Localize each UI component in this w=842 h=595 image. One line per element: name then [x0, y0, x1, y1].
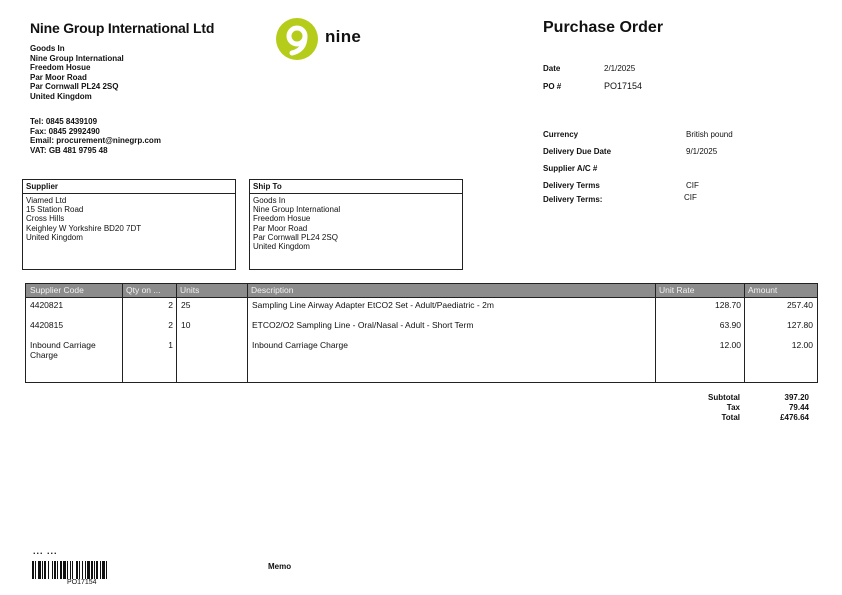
row-rate: 63.90 — [719, 320, 741, 330]
delivery-terms-label: Delivery Terms — [543, 181, 600, 190]
barcode-bar — [44, 561, 46, 579]
barcode-bar — [42, 561, 43, 579]
supplier-box — [22, 179, 236, 270]
col-description: Description — [251, 285, 294, 295]
col-qty: Qty on ... — [126, 285, 161, 295]
barcode-bar — [52, 561, 53, 579]
company-tel: Tel: 0845 8439109 — [30, 117, 98, 126]
company-email: Email: procurement@ninegrp.com — [30, 136, 161, 145]
row-qty: 1 — [168, 340, 173, 350]
date-label: Date — [543, 64, 561, 73]
table-header — [26, 284, 817, 297]
ship-to-address — [250, 194, 462, 253]
po-number: PO17154 — [604, 81, 643, 91]
row-description: ETCO2/O2 Sampling Line - Oral/Nasal - Adult - Short Term — [252, 320, 474, 330]
column-divider — [122, 284, 123, 382]
company-address-line: United Kingdom — [30, 91, 92, 101]
barcode-bar — [102, 561, 105, 579]
line-items-table — [25, 283, 818, 383]
row-code: Inbound Carriage Charge — [30, 340, 96, 360]
supplier-line: Viamed Ltd — [26, 196, 67, 205]
company-address-line: Par Moor Road — [30, 72, 87, 82]
tax-label: Tax — [726, 403, 740, 412]
column-divider — [655, 284, 656, 382]
barcode-bar — [87, 561, 90, 579]
column-divider — [247, 284, 248, 382]
company-address-line: Nine Group International — [30, 53, 124, 63]
ship-to-line: Par Moor Road — [253, 223, 308, 233]
company-address-line: Par Cornwall PL24 2SQ — [30, 82, 119, 91]
company-name: Nine Group International Ltd — [30, 20, 215, 36]
currency-label: Currency — [543, 130, 579, 139]
col-amount: Amount — [748, 285, 778, 295]
row-code: 4420821 — [30, 300, 64, 310]
barcode-bar — [72, 561, 73, 579]
tax-value: 79.44 — [788, 403, 809, 412]
barcode-bar — [38, 561, 41, 579]
total-label: Total — [721, 413, 740, 422]
supplier-heading: Supplier — [23, 180, 235, 194]
nine-logo — [276, 18, 376, 62]
row-qty: 2 — [168, 320, 173, 330]
row-units: 10 — [181, 320, 191, 330]
page-title: Purchase Order — [543, 19, 664, 36]
company-fax: Fax: 0845 2992490 — [30, 126, 100, 136]
barcode-bar — [32, 561, 34, 579]
col-unit-rate: Unit Rate — [659, 285, 695, 295]
total-value: £476.64 — [780, 413, 809, 422]
logo-text: nine — [325, 27, 362, 46]
delivery-due-label: Delivery Due Date — [543, 147, 612, 156]
supplier-line: 15 Station Road — [26, 205, 84, 215]
barcode-bar — [70, 561, 71, 579]
company-address-line: Freedom Hosue — [30, 63, 91, 72]
company-contact — [30, 117, 161, 155]
subtotal-label: Subtotal — [708, 393, 740, 402]
row-qty: 2 — [168, 300, 173, 310]
barcode-bar — [91, 561, 93, 579]
row-code: 4420815 — [30, 320, 64, 330]
column-divider — [744, 284, 745, 382]
subtotal-value: 397.20 — [784, 393, 809, 402]
barcode-icon — [32, 561, 136, 579]
col-supplier-code: Supplier Code — [30, 285, 84, 295]
barcode-bar — [100, 561, 101, 579]
logo-nine-icon — [276, 18, 318, 60]
row-amount: 257.40 — [787, 300, 813, 310]
company-vat: VAT: GB 481 9795 48 — [30, 145, 108, 155]
column-divider — [176, 284, 177, 382]
barcode-bar — [60, 561, 62, 579]
col-units: Units — [180, 285, 200, 295]
company-address-line: Goods In — [30, 44, 65, 53]
date-value: 2/1/2025 — [604, 64, 636, 73]
supplier-line: Keighley W Yorkshire BD20 7DT — [26, 223, 142, 233]
barcode-bar — [96, 561, 98, 579]
currency-value: British pound — [686, 130, 733, 139]
po-label: PO # — [543, 82, 562, 91]
ship-to-heading: Ship To — [250, 180, 462, 194]
barcode-bar — [106, 561, 107, 579]
barcode-bar — [67, 561, 68, 579]
barcode-number: PO17154 — [67, 579, 97, 586]
table-divider — [26, 297, 817, 298]
row-units: 25 — [181, 300, 191, 310]
barcode-bar — [54, 561, 56, 579]
row-rate: 12.00 — [719, 340, 741, 350]
row-amount: 127.80 — [787, 320, 813, 330]
barcode-bar — [79, 561, 80, 579]
delivery-terms2-value: CIF — [684, 193, 697, 202]
supplier-ac-label: Supplier A/C # — [543, 164, 598, 173]
supplier-line: United Kingdom — [26, 232, 83, 242]
barcode-bar — [48, 561, 49, 579]
delivery-due-value: 9/1/2025 — [686, 147, 718, 156]
company-address — [30, 44, 124, 101]
row-amount: 12.00 — [791, 340, 813, 350]
row-rate: 128.70 — [715, 300, 741, 310]
delivery-terms2-label: Delivery Terms: — [543, 195, 603, 204]
barcode-dots: ... ... — [33, 546, 58, 556]
barcode-bar — [63, 561, 66, 579]
ship-to-line: Nine Group International — [253, 205, 341, 215]
barcode-bar — [57, 561, 58, 579]
barcode-bar — [85, 561, 86, 579]
row-description: Inbound Carriage Charge — [252, 340, 348, 350]
supplier-line: Cross Hills — [26, 214, 65, 224]
ship-to-line: Par Cornwall PL24 2SQ — [253, 232, 338, 242]
row-description: Sampling Line Airway Adapter EtCO2 Set - Adult/Paediatric - 2m — [252, 300, 494, 310]
delivery-terms-value: CIF — [686, 181, 699, 190]
ship-to-line: Goods In — [253, 196, 286, 205]
ship-to-box — [249, 179, 463, 270]
barcode-bar — [76, 561, 78, 579]
ship-to-line: United Kingdom — [253, 242, 310, 252]
barcode-bar — [82, 561, 83, 579]
barcode-bar — [94, 561, 95, 579]
barcode-bar — [35, 561, 36, 579]
supplier-address — [23, 194, 235, 244]
memo-label: Memo — [268, 562, 292, 571]
ship-to-line: Freedom Hosue — [253, 214, 311, 224]
